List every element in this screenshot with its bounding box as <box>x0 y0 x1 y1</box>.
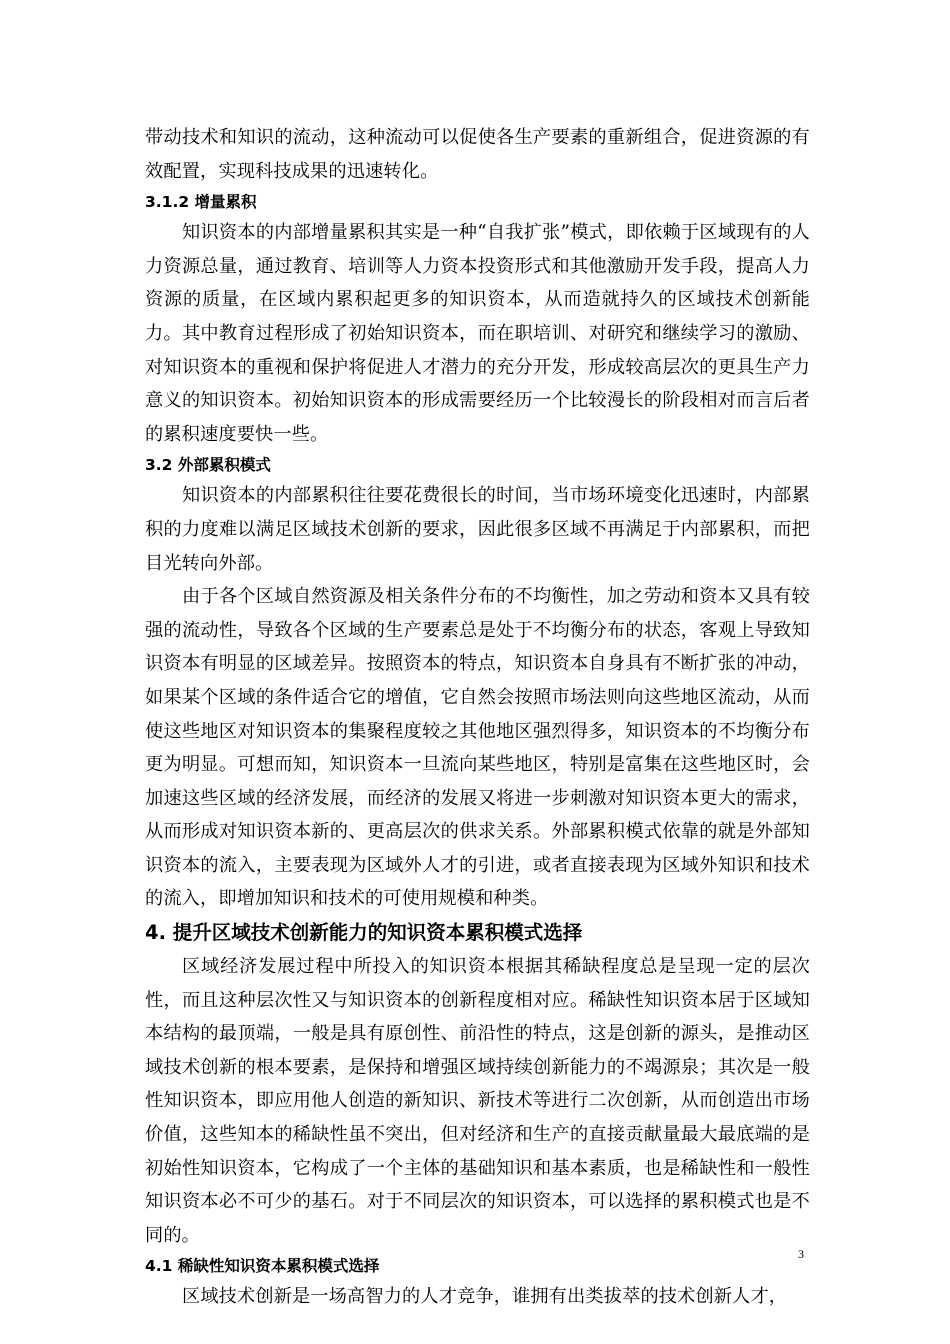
paragraph-external-accumulation-detail: 由于各个区域自然资源及相关条件分布的不均衡性，加之劳动和资本又具有较强的流动性，导致各个区域的生产要素总是处于不均衡分布的状态，客观上导致知识资本有明显的区域差异。按照资本的特点，知识资本自身具有不断扩张的冲动，如果某个区域的条件适合它的增值，它自然会按照市场法则向这些地区流动，从而使这些地区对知识资本的集聚程度较之其他地区强烈得多，知识资本的不均衡分布更为明显。可想而知，知识资本一旦流向某些地区，特别是富集在这些地区时，会加速这些区域的经济发展，而经济的发展又将进一步刺激对知识资本更大的需求，从而形成对知识资本新的、更高层次的供求关系。外部累积模式依靠的就是外部知识资本的流入，主要表现为区域外人才的引进，或者直接表现为区域外知识和技术的流入，即增加知识和技术的可使用规模和种类。 <box>145 586 810 910</box>
paragraph-knowledge-capital-levels: 区域经济发展过程中所投入的知识资本根据其稀缺程度总是呈现一定的层次性，而且这种层次性又与知识资本的创新程度相对应。稀缺性知识资本居于区域知本结构的最顶端，一般是具有原创性、前沿性的特点，这是创新的源头，是推动区域技术创新的根本要素，是保持和增强区域持续创新能力的不竭源泉；其次是一般性知识资本，即应用他人创造的新知识、新技术等进行二次创新，从而创造出市场价值，这些知本的稀缺性虽不突出，但对经济和生产的直接贡献量最大最底端的是初始性知识资本，它构成了一个主体的基础知识和基本素质，也是稀缺性和一般性知识资本必不可少的基石。对于不同层次的知识资本，可以选择的累积模式也是不同的。 <box>145 956 810 1246</box>
paragraph-incremental-accumulation: 知识资本的内部增量累积其实是一种“自我扩张”模式，即依赖于区域现有的人力资源总量，通过教育、培训等人力资本投资形式和其他激励开发手段，提高人力资源的质量，在区域内累积起更多的知识资本，从而造就持久的区域技术创新能力。其中教育过程形成了初始知识资本，而在职培训、对研究和继续学习的激励、对知识资本的重视和保护将促进人才潜力的充分开发，形成较高层次的更具生产力意义的知识资本。初始知识资本的形成需要经历一个比较漫长的阶段相对而言后者的累积速度要快一些。 <box>145 222 810 445</box>
section-heading-3-2: 3.2 外部累积模式 <box>145 456 271 475</box>
page-number: 3 <box>798 1247 804 1261</box>
paragraph-scarce-knowledge-capital: 区域技术创新是一场高智力的人才竞争，谁拥有出类拔萃的技术创新人才， <box>182 1286 788 1308</box>
section-heading-3-1-2: 3.1.2 增量累积 <box>145 193 257 212</box>
document-body <box>145 121 810 1314</box>
section-heading-4-1: 4.1 稀缺性知识资本累积模式选择 <box>145 1257 380 1276</box>
paragraph-continuation: 带动技术和知识的流动，这种流动可以促使各生产要素的重新组合，促进资源的有效配置，实现科技成果的迅速转化。 <box>145 127 810 182</box>
paragraph-external-accumulation-intro: 知识资本的内部累积往往要花费很长的时间，当市场环境变化迅速时，内部累积的力度难以满足区域技术创新的要求，因此很多区域不再满足于内部累积，而把目光转向外部。 <box>145 485 810 574</box>
section-heading-4: 4. 提升区域技术创新能力的知识资本累积模式选择 <box>145 921 583 945</box>
